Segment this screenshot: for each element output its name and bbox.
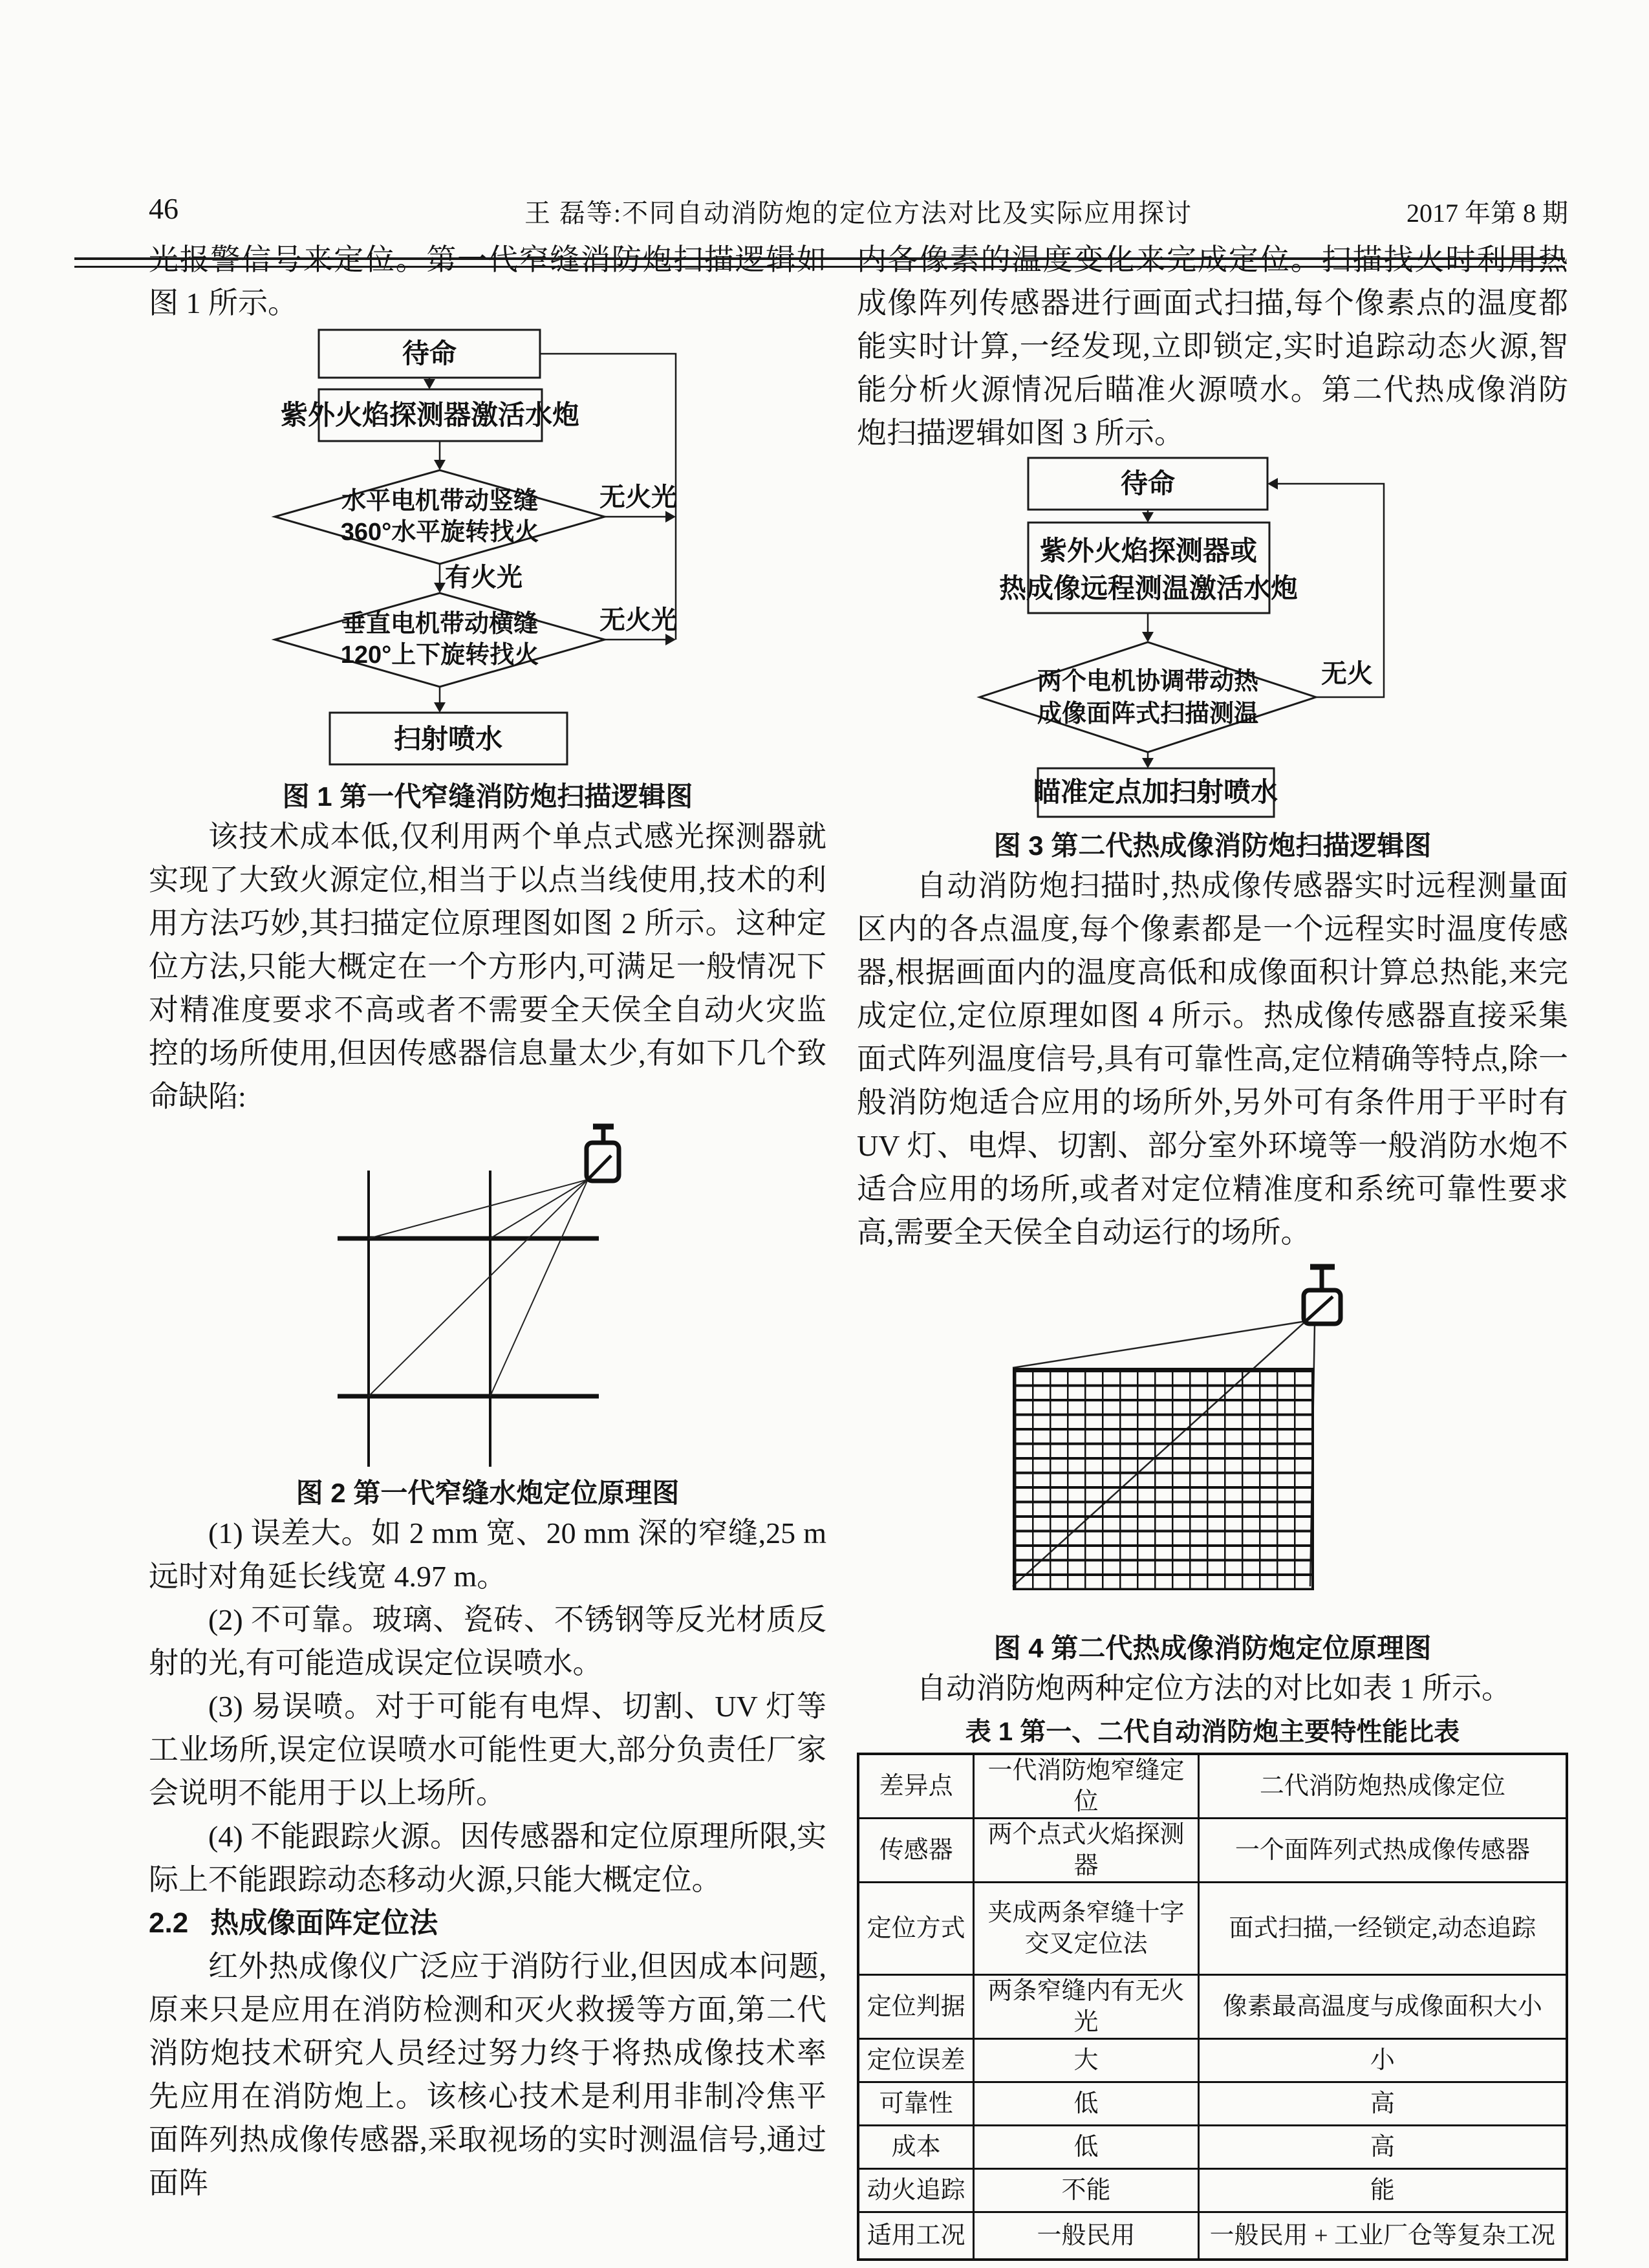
table-1-title: 表 1 第一、二代自动消防炮主要特性能比表: [965, 1718, 1460, 1746]
defect-item-1: (1) 误差大。如 2 mm 宽、20 mm 深的窄缝,25 m 远时对角延长线宽 4.97 m。: [149, 1517, 826, 1593]
thermal-pixel-grid: [1013, 1368, 1314, 1590]
no-fire-label-1: 无火光: [599, 483, 677, 512]
gen2-cell: 面式扫描,一经锁定,动态追踪: [1198, 1883, 1567, 1975]
arrowhead-right-icon: [665, 511, 676, 523]
slit-principle-svg: [149, 1118, 826, 1467]
defect-item-3: (3) 易误喷。对于可能有电焊、切割、UV 灯等工业场所,误定位误喷水可能性更大,部分负责任厂家会说明不能用于以上场所。: [149, 1690, 826, 1809]
standby-label: 待命: [1120, 468, 1176, 499]
row-label: 适用工况: [858, 2212, 974, 2260]
has-fire-label: 有火光: [445, 563, 523, 592]
diamond-line1: 两个电机协调带动热: [1037, 668, 1259, 695]
arrowhead-down-icon: [434, 460, 446, 470]
gen1-cell: 两个点式火焰探测器: [974, 1819, 1198, 1883]
table-row: [858, 1754, 1567, 1819]
aim-spray-label: 瞄准定点加扫射喷水: [1033, 777, 1278, 807]
row-label: 定位误差: [858, 2039, 974, 2082]
row-label: 可靠性: [858, 2082, 974, 2126]
sight-rays: [369, 1180, 588, 1396]
table-row: [858, 2126, 1567, 2169]
defect-item-4: (4) 不能跟踪火源。因传感器和定位原理所限,实际上不能跟踪动态移动火源,只能大概定位。: [149, 1820, 826, 1896]
activate-line2: 热成像远程测温激活水炮: [998, 573, 1299, 603]
gen2-cell: 一个面阵列式热成像传感器: [1198, 1819, 1567, 1883]
flowchart-gen1-svg: [149, 325, 826, 771]
row-label: 定位方式: [858, 1883, 974, 1975]
left-column: [149, 238, 826, 2205]
flowchart-gen2-svg: [857, 455, 1568, 820]
table-row: [858, 1819, 1567, 1883]
issue-label: 2017 年第 8 期: [1406, 199, 1568, 228]
arrowhead-down-icon: [1142, 758, 1154, 768]
figure-2-diagram: [149, 1118, 826, 1511]
table-row: [858, 2169, 1567, 2212]
no-fire-label-2: 无火光: [599, 606, 677, 634]
defect-item-2: (2) 不可靠。玻璃、瓷砖、不锈钢等反光材质反射的光,有可能造成误定位误喷水。: [149, 1603, 826, 1679]
row-label: 定位判据: [858, 1975, 974, 2039]
diamond1-line2: 360°水平旋转找火: [340, 519, 539, 546]
row-label: 动火追踪: [858, 2169, 974, 2212]
running-title: 王 磊等:不同自动消防炮的定位方法对比及实际应用探讨: [524, 199, 1193, 228]
section-heading-2-2: [149, 1901, 826, 1945]
figure-1-caption: 图 1 第一代窄缝消防炮扫描逻辑图: [282, 781, 693, 812]
paragraph-intro: 光报警信号来定位。第一代窄缝消防炮扫描逻辑如图 1 所示。: [149, 243, 826, 319]
activate-line1: 紫外火焰探测器或: [1039, 535, 1258, 566]
table-row: [858, 2082, 1567, 2126]
table-row: [858, 2039, 1567, 2082]
arrowhead-right-icon: [665, 634, 676, 645]
arrowhead-down-icon: [434, 702, 446, 713]
arrowhead-down-icon: [424, 379, 435, 389]
gen2-cell: 能: [1198, 2169, 1567, 2212]
table-row: [858, 2212, 1567, 2260]
figure-3-flowchart: [857, 455, 1568, 864]
figure-4-diagram: [857, 1254, 1568, 1667]
right-column: [857, 238, 1568, 2261]
gen1-cell: 低: [974, 2126, 1198, 2169]
diamond-line2: 成像面阵式扫描测温: [1037, 700, 1259, 728]
figure-3-caption: 图 3 第二代热成像消防炮扫描逻辑图: [993, 830, 1432, 861]
scan-diamond: [980, 642, 1316, 752]
vertical-scan-diamond: [275, 593, 605, 687]
section-title: 热成像面阵定位法: [210, 1907, 438, 1939]
row-label: 差异点: [858, 1754, 974, 1819]
paragraph-pixels: 内各像素的温度变化来完成定位。扫描找火时利用热成像阵列传感器进行画面式扫描,每个像素点的温度都能实时计算,一经发现,立即锁定,实时追踪动态火源,智能分析火源情况后瞄准火源喷水。第二代热成像消防炮扫描逻辑如图 3 所示。: [857, 243, 1568, 449]
row-label: 传感器: [858, 1819, 974, 1883]
spray-label: 扫射喷水: [393, 724, 503, 754]
gen2-cell: 小: [1198, 2039, 1567, 2082]
diamond2-line1: 垂直电机带动横缝: [341, 610, 539, 638]
paragraph-tech: 该技术成本低,仅利用两个单点式感光探测器就实现了大致火源定位,相当于以点当线使用,技术的利用方法巧妙,其扫描定位原理图如图 2 所示。这种定位方法,只能大概定在一个方形内,可满足一般情况下对精准度要求不高或者不需要全天侯全自动火灾监控的场所使用,但因传感器信息量太少,有如下几个致命缺陷:: [149, 820, 826, 1113]
paragraph-scan: 自动消防炮扫描时,热成像传感器实时远程测量面区内的各点温度,每个像素都是一个远程实时温度传感器,根据画面内的温度高低和成像面积计算总热能,来完成定位,定位原理如图 4 所示。热成像传感器直接采集面式阵列温度信号,具有可靠性高,定位精确等特点,除一般消防炮适合应用的场所外,另外可有条件用于平时有 UV 灯、电焊、切割、部分室外环境等一般消防水炮不适合应用的场所,或者对定位精准度和系统可靠性要求高,需要全天侯全自动运行的场所。: [857, 869, 1568, 1249]
water-cannon-icon: [1304, 1267, 1341, 1324]
row-label: 成本: [858, 2126, 974, 2169]
figure-2-caption: 图 2 第一代窄缝水炮定位原理图: [296, 1478, 680, 1508]
figure-1-flowchart: [149, 325, 826, 815]
arrowhead-down-icon: [434, 583, 446, 593]
arrowhead-down-icon: [1142, 512, 1154, 523]
paragraph-compare: 自动消防炮两种定位方法的对比如表 1 所示。: [916, 1672, 1511, 1705]
standby-label: 待命: [402, 338, 457, 369]
gen1-cell: 低: [974, 2082, 1198, 2126]
diamond2-line2: 120°上下旋转找火: [340, 642, 539, 669]
page-header: [149, 191, 1568, 228]
diamond1-line1: 水平电机带动竖缝: [341, 488, 539, 515]
gen1-cell: 一代消防炮窄缝定位: [974, 1754, 1198, 1819]
arrowhead-left-icon: [1267, 478, 1278, 490]
table-row: [858, 1975, 1567, 2039]
gen1-cell: 一般民用: [974, 2212, 1198, 2260]
gen1-cell: 大: [974, 2039, 1198, 2082]
gen2-cell: 像素最高温度与成像面积大小: [1198, 1975, 1567, 2039]
figure-4-caption: 图 4 第二代热成像消防炮定位原理图: [993, 1633, 1432, 1663]
table-row: [858, 1883, 1567, 1975]
gen2-cell: 二代消防炮热成像定位: [1198, 1754, 1567, 1819]
gen1-cell: 夹成两条窄缝十字交叉定位法: [974, 1883, 1198, 1975]
paragraph-infrared: 红外热成像仪广泛应于消防行业,但因成本问题,原来只是应用在消防检测和灭火救援等方面,第二代消防炮技术研究人员经过努力终于将热成像技术率先应用在消防炮上。该核心技术是利用非制冷焦平面阵列热成像传感器,采取视场的实时测温信号,通过面阵: [149, 1950, 826, 2199]
gen1-cell: 不能: [974, 2169, 1198, 2212]
section-number: 2.2: [149, 1907, 189, 1939]
comparison-table: [857, 1753, 1568, 2261]
arrowhead-down-icon: [1142, 632, 1154, 642]
gen2-cell: 高: [1198, 2082, 1567, 2126]
gen2-cell: 高: [1198, 2126, 1567, 2169]
water-cannon-icon: [587, 1127, 619, 1181]
gen1-cell: 两条窄缝内有无火光: [974, 1975, 1198, 2039]
horizontal-scan-diamond: [275, 470, 605, 564]
no-fire-label: 无火: [1321, 660, 1373, 688]
gen2-cell: 一般民用 + 工业厂仓等复杂工况: [1198, 2212, 1567, 2260]
page-number: 46: [149, 192, 178, 225]
activate-label: 紫外火焰探测器激活水炮: [280, 400, 580, 430]
